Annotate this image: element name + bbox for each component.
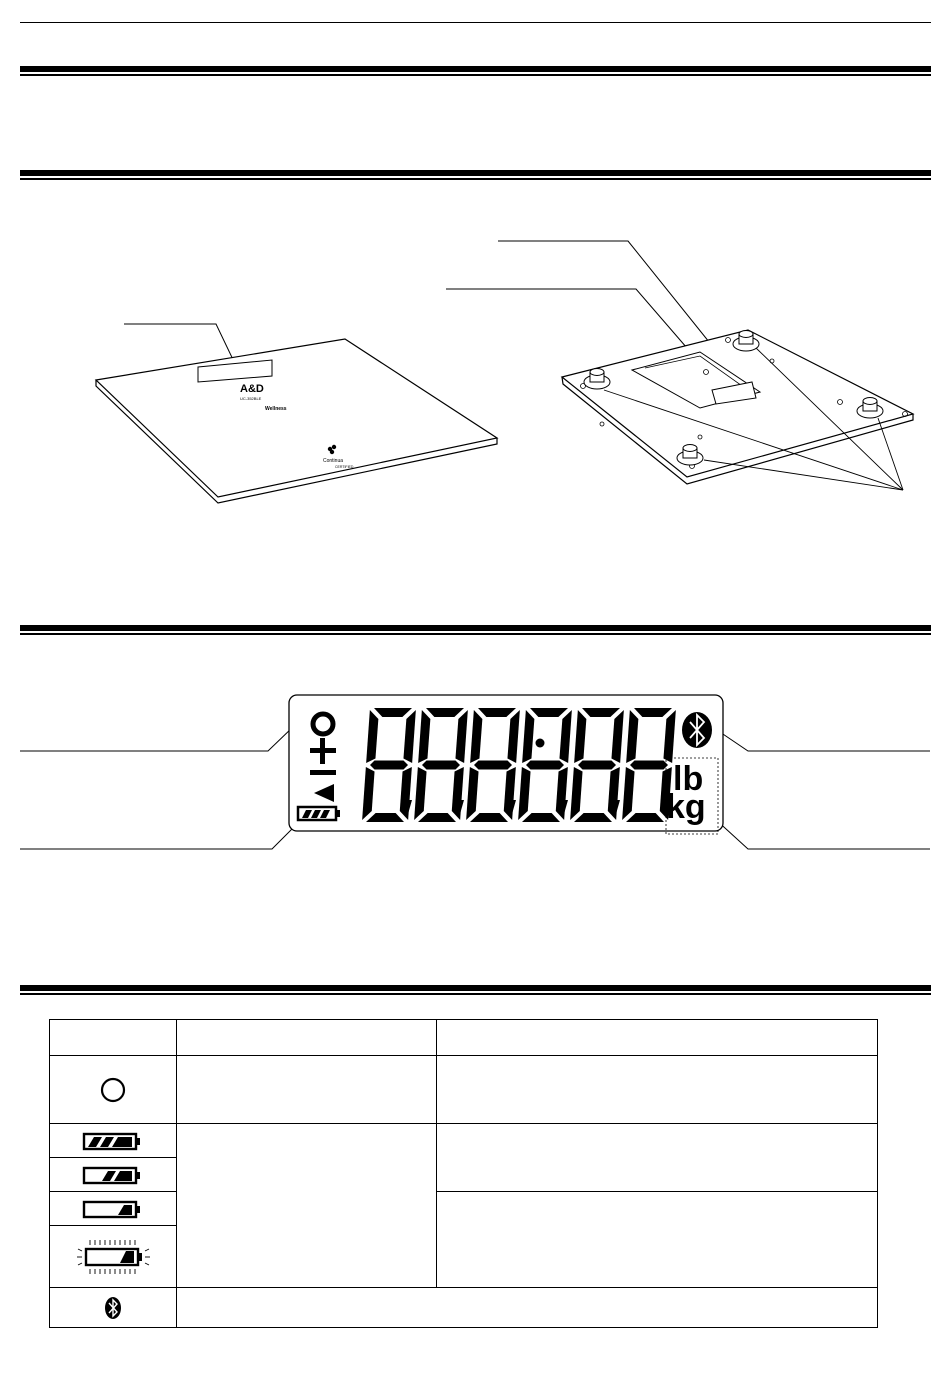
table-row — [50, 1192, 878, 1226]
cell-circle-symbol — [50, 1056, 177, 1124]
table-row — [50, 1288, 878, 1328]
battery-one-third-icon — [78, 1197, 148, 1221]
table-cell — [177, 1288, 878, 1328]
bluetooth-icon — [98, 1293, 128, 1323]
unit-lb: lb — [673, 760, 704, 798]
cell-battery-two-thirds — [50, 1158, 177, 1192]
table-cell — [437, 1056, 878, 1124]
battery-full-icon — [78, 1129, 148, 1153]
bluetooth-icon — [682, 712, 712, 748]
battery-two-thirds-icon — [78, 1163, 148, 1187]
legend-table — [49, 1019, 878, 1328]
header-cell-description — [437, 1020, 878, 1056]
header-cell-symbol — [50, 1020, 177, 1056]
cell-battery-full — [50, 1124, 177, 1158]
panel-text-continua: Continua — [323, 458, 344, 464]
table-cell — [177, 1124, 437, 1288]
header-cell-name — [177, 1020, 437, 1056]
cell-bluetooth-symbol — [50, 1288, 177, 1328]
battery-blinking-icon — [73, 1234, 153, 1280]
brand-logo: A&D — [240, 383, 264, 395]
table-row — [50, 1124, 878, 1158]
table-row — [50, 1056, 878, 1124]
cell-battery-one-third — [50, 1192, 177, 1226]
circle-icon — [93, 1070, 133, 1110]
section-rule-4 — [20, 985, 931, 995]
panel-text-certified: CERTIFIED — [335, 465, 354, 469]
table-cell — [437, 1124, 878, 1192]
cell-battery-blinking — [50, 1226, 177, 1288]
table-header-row — [50, 1020, 878, 1056]
panel-text-wellness: Wellness — [265, 406, 287, 412]
table-cell — [437, 1192, 878, 1288]
unit-kg: kg — [666, 788, 706, 826]
panel-text-model: UC-352BLE — [240, 396, 262, 401]
table-cell — [177, 1056, 437, 1124]
